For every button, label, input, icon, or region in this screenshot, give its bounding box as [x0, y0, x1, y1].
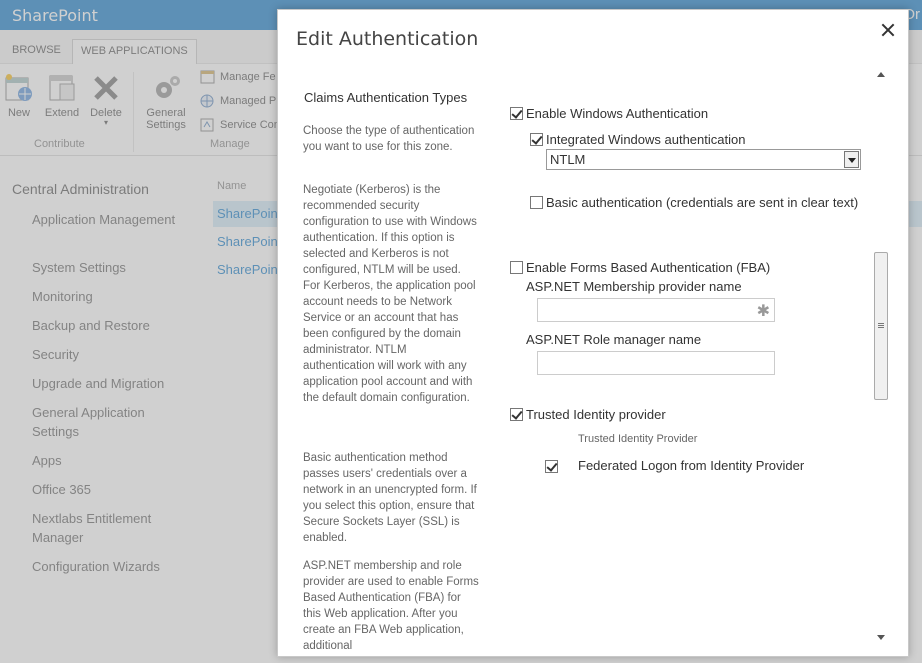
trusted-identity-provider-checkbox[interactable]	[510, 408, 523, 421]
dialog-scrollbar[interactable]	[874, 66, 888, 646]
section-title: Claims Authentication Types	[304, 90, 468, 105]
description-paragraph: ASP.NET membership and role provider are used to enable Forms Based Authentication (FBA) for this Web application. After you create an FBA Web application, additional	[303, 560, 479, 652]
scroll-up-arrow-icon[interactable]	[877, 72, 885, 77]
dialog-title: Edit Authentication	[296, 28, 479, 50]
close-icon[interactable]	[880, 22, 896, 38]
basic-auth-checkbox[interactable]	[530, 196, 543, 209]
auth-protocol-value: NTLM	[550, 152, 586, 167]
enable-fba-checkbox[interactable]	[510, 261, 523, 274]
enable-fba-label: Enable Forms Based Authentication (FBA)	[526, 260, 771, 275]
basic-auth-label: Basic authentication (credentials are sent in clear text)	[546, 195, 859, 210]
trusted-identity-provider-sublabel: Trusted Identity Provider	[578, 433, 698, 445]
membership-provider-input[interactable]	[537, 298, 775, 322]
federated-logon-checkbox[interactable]	[545, 460, 558, 473]
grip-icon	[878, 323, 884, 324]
trusted-identity-provider-label: Trusted Identity provider	[526, 407, 666, 422]
description-paragraph: Negotiate (Kerberos) is the recommended security configuration to use with Windows authentication. If this option is selected and Kerberos is not configured, NTLM will be used. For Kerberos, the application pool account needs to be Network Service or an account that has been configured by the domain administrator. NTLM authentication will work with any application pool account and with the default domain configuration.	[303, 184, 477, 404]
edit-authentication-dialog	[277, 9, 909, 657]
integrated-windows-auth-checkbox[interactable]	[530, 133, 543, 146]
role-manager-input[interactable]	[537, 351, 775, 375]
scrollbar-thumb[interactable]	[874, 252, 888, 400]
description-paragraph: Basic authentication method passes users' credentials over a network in an unencrypted form. If you select this option, ensure that Secure Sockets Layer (SSL) is enabled.	[303, 452, 477, 544]
membership-provider-label: ASP.NET Membership provider name	[526, 279, 742, 294]
enable-windows-auth-label: Enable Windows Authentication	[526, 106, 709, 121]
integrated-windows-auth-label: Integrated Windows authentication	[546, 132, 746, 147]
federated-logon-label: Federated Logon from Identity Provider	[578, 458, 805, 473]
chevron-down-icon[interactable]	[844, 151, 859, 168]
enable-windows-auth-checkbox[interactable]	[510, 107, 523, 120]
scroll-down-arrow-icon[interactable]	[877, 635, 885, 640]
required-icon: ✱	[756, 303, 770, 320]
description-paragraph: Choose the type of authentication you want to use for this zone.	[303, 125, 475, 153]
role-manager-label: ASP.NET Role manager name	[526, 332, 702, 347]
auth-protocol-select[interactable]	[546, 149, 861, 170]
